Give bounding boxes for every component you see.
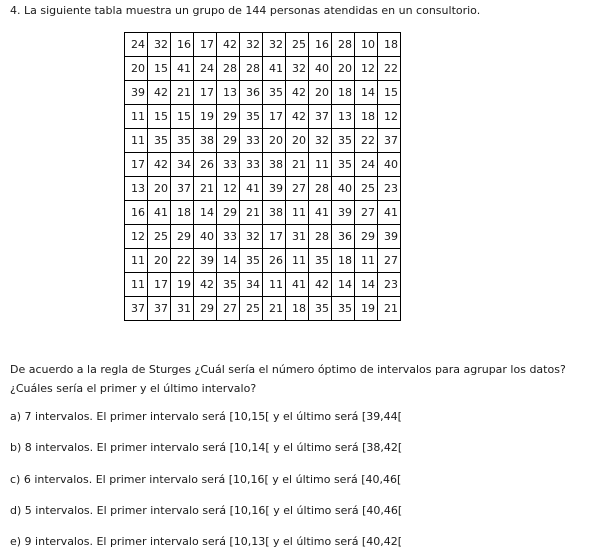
table-cell: 20: [286, 129, 309, 153]
table-cell: 10: [355, 33, 378, 57]
table-cell: 20: [125, 57, 148, 81]
table-cell: 19: [355, 297, 378, 321]
table-cell: 27: [378, 249, 401, 273]
table-cell: 35: [171, 129, 194, 153]
table-cell: 11: [263, 273, 286, 297]
table-cell: 29: [171, 225, 194, 249]
table-row: [125, 249, 401, 273]
table-cell: 20: [309, 81, 332, 105]
table-cell: 19: [194, 105, 217, 129]
table-cell: 13: [125, 177, 148, 201]
table-cell: 20: [148, 249, 171, 273]
table-cell: 14: [355, 273, 378, 297]
table-cell: 28: [309, 177, 332, 201]
table-cell: 16: [309, 33, 332, 57]
table-cell: 28: [240, 57, 263, 81]
table-cell: 37: [148, 297, 171, 321]
answer-option-b[interactable]: b) 8 intervalos. El primer intervalo será [10,14[ y el último será [38,42[: [10, 441, 403, 454]
table-cell: 35: [240, 105, 263, 129]
table-cell: 21: [286, 153, 309, 177]
table-cell: 12: [217, 177, 240, 201]
table-cell: 35: [332, 297, 355, 321]
table-cell: 12: [125, 225, 148, 249]
table-cell: 14: [217, 249, 240, 273]
table-cell: 17: [148, 273, 171, 297]
table-cell: 33: [240, 153, 263, 177]
table-cell: 14: [355, 81, 378, 105]
table-cell: 41: [286, 273, 309, 297]
table-row: [125, 201, 401, 225]
table-cell: 31: [286, 225, 309, 249]
table-cell: 17: [263, 225, 286, 249]
question-prompt: [10, 360, 598, 398]
table-cell: 24: [194, 57, 217, 81]
table-cell: 24: [125, 33, 148, 57]
table-cell: 37: [378, 129, 401, 153]
table-cell: 39: [263, 177, 286, 201]
table-cell: 17: [194, 33, 217, 57]
table-cell: 37: [171, 177, 194, 201]
table-cell: 22: [171, 249, 194, 273]
table-cell: 39: [125, 81, 148, 105]
table-cell: 17: [125, 153, 148, 177]
table-cell: 25: [286, 33, 309, 57]
table-cell: 11: [286, 249, 309, 273]
table-row: [125, 297, 401, 321]
table-cell: 38: [263, 153, 286, 177]
table-cell: 16: [171, 33, 194, 57]
table-cell: 26: [194, 153, 217, 177]
table-cell: 41: [171, 57, 194, 81]
table-cell: 21: [171, 81, 194, 105]
table-cell: 32: [240, 225, 263, 249]
question-header: 4. La siguiente tabla muestra un grupo de 144 personas atendidas en un consultorio.: [10, 4, 481, 17]
table-cell: 41: [309, 201, 332, 225]
table-cell: 25: [148, 225, 171, 249]
table-cell: 39: [332, 201, 355, 225]
table-cell: 19: [171, 273, 194, 297]
table-cell: 32: [286, 57, 309, 81]
table-cell: 42: [309, 273, 332, 297]
table-cell: 22: [378, 57, 401, 81]
table-cell: 15: [148, 57, 171, 81]
table-row: [125, 273, 401, 297]
data-table: [124, 32, 401, 321]
table-cell: 41: [378, 201, 401, 225]
table-cell: 35: [332, 153, 355, 177]
table-cell: 40: [332, 177, 355, 201]
table-cell: 29: [355, 225, 378, 249]
table-cell: 37: [125, 297, 148, 321]
table-cell: 18: [171, 201, 194, 225]
table-cell: 11: [286, 201, 309, 225]
table-cell: 17: [263, 105, 286, 129]
table-cell: 33: [217, 153, 240, 177]
table-cell: 29: [217, 129, 240, 153]
question-prompt-line-1: De acuerdo a la regla de Sturges ¿Cuál sería el número óptimo de intervalos para agrupar los datos?: [10, 363, 566, 376]
table-cell: 32: [309, 129, 332, 153]
table-cell: 28: [332, 33, 355, 57]
data-table-body: [125, 33, 401, 321]
table-cell: 42: [286, 105, 309, 129]
table-cell: 26: [263, 249, 286, 273]
table-cell: 15: [171, 105, 194, 129]
answer-option-a[interactable]: a) 7 intervalos. El primer intervalo será [10,15[ y el último será [39,44[: [10, 410, 402, 423]
answer-option-c[interactable]: c) 6 intervalos. El primer intervalo será [10,16[ y el último será [40,46[: [10, 473, 402, 486]
table-cell: 15: [378, 81, 401, 105]
table-cell: 27: [286, 177, 309, 201]
table-cell: 28: [217, 57, 240, 81]
table-cell: 15: [148, 105, 171, 129]
table-cell: 42: [148, 81, 171, 105]
table-cell: 38: [263, 201, 286, 225]
table-cell: 21: [378, 297, 401, 321]
table-cell: 12: [378, 105, 401, 129]
table-cell: 17: [194, 81, 217, 105]
table-cell: 23: [378, 273, 401, 297]
table-cell: 35: [332, 129, 355, 153]
table-cell: 32: [240, 33, 263, 57]
table-cell: 11: [355, 249, 378, 273]
table-cell: 41: [263, 57, 286, 81]
table-cell: 42: [286, 81, 309, 105]
table-cell: 41: [240, 177, 263, 201]
table-row: [125, 153, 401, 177]
table-cell: 20: [148, 177, 171, 201]
table-cell: 11: [125, 273, 148, 297]
table-cell: 24: [355, 153, 378, 177]
table-cell: 13: [332, 105, 355, 129]
table-cell: 42: [148, 153, 171, 177]
table-cell: 21: [194, 177, 217, 201]
table-cell: 33: [240, 129, 263, 153]
answer-option-e[interactable]: e) 9 intervalos. El primer intervalo será [10,13[ y el último será [40,42[: [10, 535, 402, 548]
table-cell: 34: [240, 273, 263, 297]
table-cell: 13: [217, 81, 240, 105]
table-cell: 32: [263, 33, 286, 57]
table-cell: 34: [171, 153, 194, 177]
answer-option-d[interactable]: d) 5 intervalos. El primer intervalo será [10,16[ y el último será [40,46[: [10, 504, 403, 517]
table-cell: 39: [378, 225, 401, 249]
table-row: [125, 225, 401, 249]
table-cell: 16: [125, 201, 148, 225]
table-cell: 40: [378, 153, 401, 177]
table-cell: 21: [263, 297, 286, 321]
table-cell: 36: [332, 225, 355, 249]
table-cell: 29: [194, 297, 217, 321]
table-cell: 35: [217, 273, 240, 297]
table-cell: 28: [309, 225, 332, 249]
table-cell: 37: [309, 105, 332, 129]
table-cell: 31: [171, 297, 194, 321]
table-cell: 27: [217, 297, 240, 321]
table-cell: 35: [263, 81, 286, 105]
table-cell: 29: [217, 201, 240, 225]
table-cell: 33: [217, 225, 240, 249]
table-cell: 39: [194, 249, 217, 273]
table-cell: 18: [286, 297, 309, 321]
table-cell: 20: [332, 57, 355, 81]
table-cell: 40: [309, 57, 332, 81]
table-cell: 35: [309, 249, 332, 273]
table-cell: 36: [240, 81, 263, 105]
table-cell: 14: [332, 273, 355, 297]
table-row: [125, 129, 401, 153]
table-row: [125, 57, 401, 81]
table-cell: 20: [263, 129, 286, 153]
table-cell: 25: [355, 177, 378, 201]
table-cell: 32: [148, 33, 171, 57]
table-row: [125, 105, 401, 129]
table-cell: 14: [194, 201, 217, 225]
table-cell: 11: [125, 129, 148, 153]
table-cell: 18: [332, 249, 355, 273]
table-cell: 35: [240, 249, 263, 273]
table-cell: 38: [194, 129, 217, 153]
table-cell: 11: [125, 105, 148, 129]
table-cell: 27: [355, 201, 378, 225]
table-row: [125, 81, 401, 105]
table-cell: 25: [240, 297, 263, 321]
question-prompt-line-2: ¿Cuáles sería el primer y el último intervalo?: [10, 382, 257, 395]
table-cell: 35: [148, 129, 171, 153]
table-cell: 29: [217, 105, 240, 129]
table-cell: 18: [355, 105, 378, 129]
table-row: [125, 177, 401, 201]
table-cell: 11: [125, 249, 148, 273]
table-cell: 42: [194, 273, 217, 297]
table-cell: 22: [355, 129, 378, 153]
table-cell: 35: [309, 297, 332, 321]
table-cell: 23: [378, 177, 401, 201]
table-cell: 12: [355, 57, 378, 81]
table-row: [125, 33, 401, 57]
table-cell: 21: [240, 201, 263, 225]
table-cell: 42: [217, 33, 240, 57]
table-cell: 18: [332, 81, 355, 105]
table-cell: 41: [148, 201, 171, 225]
table-cell: 40: [194, 225, 217, 249]
table-cell: 11: [309, 153, 332, 177]
table-cell: 18: [378, 33, 401, 57]
